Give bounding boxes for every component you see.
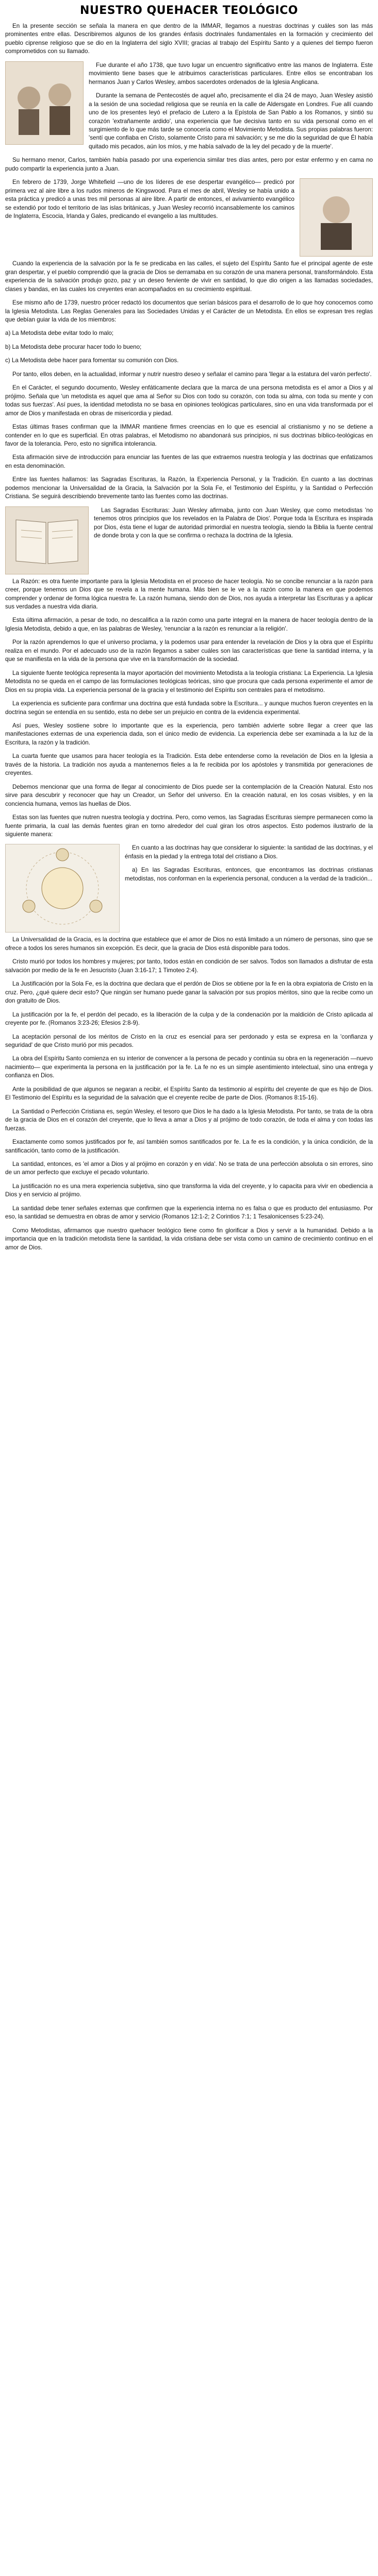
page-title: NUESTRO QUEHACER TEOLÓGICO bbox=[79, 4, 299, 17]
paragraph-razon: La Razón: es otra fuente importante para la Iglesia Metodista en el proceso de hacer teología. No se concibe renunciar a la razón para creer, porque tenemos un Dios que se revela a la mente humana. Más bien se le ve a la razón como la manera en que podemos comprender y ordenar de forma lógica nuestra fe. La razón humana, siendo don de Dios, nos ayuda a interpretar las Escrituras y a aplicar sus verdades a nuestra vida diaria. bbox=[5, 578, 373, 611]
paragraph-estatura: Por tanto, ellos deben, en la actualidad, informar y nutrir nuestro deseo y señalar el camino para 'llegar a la estatura del varón perfecto'. bbox=[12, 370, 372, 378]
paragraph-experiencia-salvacion: Cuando la experiencia de la salvación por la fe se predicaba en las calles, el sujeto del Espíritu Santo fue el principal agente de este gran despertar, y el pueblo comprendió que la gracia de Dios se derramaba en su corazón de una manera personal, transformándolo. Esta experiencia de la salvación produjo gozo, paz y un deseo ferviente de vivir en santidad, lo que dio origen a las llamadas sociedades, clases y bandas, en las cuales los creyentes eran acompañados en su crecimiento espiritual. bbox=[5, 260, 373, 293]
paragraph-santidad-amor: La santidad, entonces, es 'el amor a Dios y al prójimo en corazón y en vida'. No se trata de una perfección absoluta o sin errores, sino de un amor perfecto que excluye el pecado voluntario. bbox=[5, 1160, 373, 1176]
paragraph-experiencia: La siguiente fuente teológica representa la mayor aportación del movimiento Metodista a la teología cristiana: La Experiencia. La Iglesia Metodista no se queda en el campo de las formulaciones teológicas teóricas, sino que procura que cada persona experimente el amor de Dios en su propia vida. La experiencia personal de la gracia y el testimonio del Espíritu son centrales para el metodismo. bbox=[5, 669, 373, 693]
paragraph-transformacion: La justificación no es una mera experiencia subjetiva, sino que transforma la vida del creyente, y lo capacita para vivir en obediencia a Dios y en servicio al prójimo. bbox=[5, 1182, 373, 1198]
book-image bbox=[5, 506, 89, 574]
paragraph-razon-3: Por la razón aprendemos lo que el universo proclama, y la podemos usar para entender la revelación de Dios y la obra que el Espíritu realiza en el mundo. Por el adecuado uso de la razón llegamos a saber cuáles son las características que tiene la santidad interna, y la que se manifiesta en la vida de la persona que vive en la transformación de la sociedad. bbox=[5, 639, 373, 663]
paragraph-caracter: En el Carácter, el segundo documento, Wesley enfáticamente declara que la marca de una persona metodista es el amor a Dios y al prójimo. Señala que 'un metodista es aquel que ama al Señor su Dios con todo su corazón, con toda su alma, con toda su mente y con todas sus fuerzas'. Así pues, la identidad metodista no se basa en opiniones teológicas particulares, sino en una vida transformada por el amor de Dios y manifestada en obras de misericordia y piedad. bbox=[5, 384, 373, 417]
paragraph-conclusion: Como Metodistas, afirmamos que nuestro quehacer teológico tiene como fin glorificar a Dios y servir a la humanidad. Debido a la importancia que en la tradición metodista tiene la santidad, la vida cristiana debe ser vista como un camino de crecimiento continuo en el amor de Dios. bbox=[5, 1227, 373, 1251]
paragraph-1738: Fue durante el año 1738, que tuvo lugar un encuentro significativo entre las manos de Inglaterra. Este movimiento tiene bases que le atribuimos características particulares. Entre ellos se encontraban los hermanos Juan y Carlos Wesley, ambos sacerdotes ordenados de la Iglesia Anglicana. bbox=[89, 61, 373, 86]
paragraph-universalidad: La Universalidad de la Gracia, es la doctrina que establece que el amor de Dios no está limitado a un número de personas, sino que se ofrece a todos los seres humanos sin excepción. Es decir, que la gracia de Dios está disponible para todos. bbox=[5, 936, 373, 952]
paragraph-experiencia-2: La experiencia es suficiente para confirmar una doctrina que está fundada sobre la Escritura... y aunque muchos fueron creyentes en la doctrina según se entendía en su sentido, esta no debe ser un prejuicio en contra de la evidencia experimental. bbox=[5, 700, 373, 716]
paragraph-testimonio: Ante la posibilidad de que algunos se negaran a recibir, el Espíritu Santo da testimonio al espíritu del creyente de que es hijo de Dios. El Testimonio del Espíritu es la seguridad de la salvación que el creyente recibe de parte de Dios. (Romanos 8:15-16). bbox=[5, 1086, 373, 1101]
portrait-whitefield bbox=[300, 178, 373, 257]
paragraph-aceptacion: La aceptación personal de los méritos de Cristo en la cruz es esencial para ser perdonado y esta se expresa en la 'confianza y seguridad' de que Cristo murió por mis pecados. bbox=[5, 1033, 373, 1048]
book-icon bbox=[6, 507, 88, 574]
paragraph-doctrinas-a: a) En las Sagradas Escrituras, entonces, que encontramos las doctrinas cristianas metodistas, nos conforman en la experiencia personal, conducen a la verdad de la tradición... bbox=[125, 867, 373, 882]
paragraph-santidad: La Santidad o Perfección Cristiana es, según Wesley, el tesoro que Dios le ha dado a la Iglesia Metodista. Por tanto, se trata de la obra de la gracia de Dios en el corazón del creyente, que lo lleva a amar a Dios y al prójimo de todo corazón, de toda el alma y con todas las fuerzas. bbox=[5, 1108, 373, 1132]
intro-paragraph: En la presente sección se señala la manera en que dentro de la IMMAR, llegamos a nuestras doctrinas y cuáles son las más prominentes entre ellas. Describiremos algunos de los grandes énfasis doctrinales fundamentales en la formación y crecimiento del pueblo ciprense religioso que se dio en la Inglaterra del siglo XVIII; gracias al trabajo del Espíritu Santo y a quienes del tiempo fueron comprometidos con su llamado. bbox=[5, 23, 373, 55]
diagram-icon bbox=[6, 844, 119, 932]
paragraph-tolerancia: Estas últimas frases confirman que la IMMAR mantiene firmes creencias en lo que es esencial al cristianismo y no se detiene a contender en lo que es superficial. En otras palabras, el Metodismo no abandonará sus principios, ni sus doctrinas bíblico-teológicas en favor de la tolerancia. Pero, esto no significa intolerancia. bbox=[5, 423, 373, 447]
portrait-icon bbox=[6, 62, 83, 144]
paragraph-escrituras: Las Sagradas Escrituras: Juan Wesley afirmaba, junto con Juan Wesley, que como metodistas 'no tenemos otros principios que los revelados en la Palabra de Dios'. Porque toda la Escritura es inspirada por Dios, ésta tiene el lugar de autoridad primordial en nuestra teología, siendo la Biblia la fuente central de donde brota y con la que se confirma o rechaza la doctrina de la Iglesia. bbox=[94, 506, 373, 539]
paragraph-justificacion-2: La justificación por la fe, el perdón del pecado, es la liberación de la culpa y de la condenación por la maldición de Cristo aplicada al creyente por fe. (Romanos 3:23-26; Efesios 2:8-9). bbox=[5, 1011, 373, 1027]
rule-a: a) La Metodista debe evitar todo lo malo; bbox=[5, 330, 114, 337]
paragraph-whitefield: En febrero de 1739, Jorge Whitefield —uno de los líderes de ese despertar evangélico— predicó por primera vez al aire libre a los rudos mineros de Kingswood. Para el mes de abril, Wesley se había unido a esta práctica y predicó a unas tres mil personas al aire libre. A partir de entonces, el avivamiento evangélico se extendió por todo el territorio de las islas británicas, y Juan Wesley recorrió incansablemente los caminos de Inglaterra, Escocia, Irlanda y Gales, predicando el evangelio a las multitudes. bbox=[5, 179, 294, 220]
paragraph-razon-2: Esta última afirmación, a pesar de todo, no descalifica a la razón como una parte integral en la manera de hacer teología dentro de la Iglesia Metodista, debido a que, en las palabras de Wesley, 'renunciar a la razón es renunciar a la religión'. bbox=[5, 617, 373, 632]
paragraph-santificados: Exactamente como somos justificados por fe, así también somos santificados por fe. La fe es la condición, y la única condición, de la santificación, tanto como de la justificación. bbox=[5, 1139, 373, 1154]
paragraph-experiencia-3: Así pues, Wesley sostiene sobre lo importante que es la experiencia, pero también advierte sobre llegar a creer que las manifestaciones externas de una experiencia dada, son el único medio de evidencia. La experiencia debe ser examinada a la luz de la Escritura, la razón y la tradición. bbox=[5, 722, 373, 746]
rule-c: c) La Metodista debe hacer para fomentar su comunión con Dios. bbox=[5, 357, 179, 364]
paragraph-universalidad-2: Cristo murió por todos los hombres y mujeres; por tanto, todos están en condición de ser salvos. Todos son llamados a disfrutar de esta salvación por medio de la fe en Jesucristo (Juan 3:16-17; 1 Timoteo 2:4). bbox=[5, 958, 373, 974]
paragraph-espiritu: La obra del Espíritu Santo comienza en su interior de convencer a la persona de pecado y continúa su obra en la regeneración —nuevo nacimiento— que experimenta la persona en la justificación por la fe. La fe no es un simple asentimiento intelectual, sino una entrega y confianza en Dios. bbox=[5, 1055, 373, 1079]
portrait-icon bbox=[300, 179, 372, 256]
paragraph-tradicion: La cuarta fuente que usamos para hacer teología es la Tradición. Esta debe entenderse como la revelación de Dios en la Iglesia a través de la historia. La tradición nos ayuda a mantenernos fieles a la fe recibida por los apóstoles y transmitida por generaciones de creyentes. bbox=[5, 753, 373, 777]
paragraph-creacion: Debemos mencionar que una forma de llegar al conocimiento de Dios puede ser la contemplación de la Creación Natural. Esto nos sirve para descubrir y reconocer que hay un Creador, un Señor del universo. En la creación natural, en los cosas visibles, y en la conciencia humana, vemos las huellas de Dios. bbox=[5, 783, 373, 807]
paragraph-carlos: Su hermano menor, Carlos, también había pasado por una experiencia similar tres días antes, pero por estar enfermo y en cama no pudo compartir la experiencia junto a Juan. bbox=[5, 157, 373, 172]
paragraph-senales: La santidad debe tener señales externas que confirmen que la experiencia interna no es falsa o que es producto del entusiasmo. Por eso, la santidad se demuestra en obras de amor y servicio (Romanos 12:1-2; 2 Corintios 7:1; 1 Tesalonicenses 5:23-24). bbox=[5, 1205, 373, 1221]
paragraph-justificacion: La Justificación por la Sola Fe, es la doctrina que declara que el perdón de Dios se obtiene por la fe en la obra expiatoria de Cristo en la cruz. Pero, ¿qué quiere decir esto? Que ningún ser humano puede ganar la salvación por sus propios méritos, sino que la recibe como un don gratuito de Dios. bbox=[5, 980, 373, 1005]
rule-b: b) La Metodista debe procurar hacer todo lo bueno; bbox=[5, 343, 142, 350]
paragraph-afirmacion: Esta afirmación sirve de introducción para enunciar las fuentes de las que extraemos nuestra teología y las doctrinas que enfatizamos en esta denominación. bbox=[5, 454, 373, 469]
paragraph-aldersgate: Durante la semana de Pentecostés de aquel año, precisamente el día 24 de mayo, Juan Wesley asistió a la sesión de una sociedad religiosa que se reunía en la calle de Aldersgate en Londres. Fue allí cuando uno de los presentes leyó el prefacio de Lutero a la Epístola de San Pablo a los Romanos, y sintió su corazón 'extrañamente ardido', una experiencia que fue decisiva tanto en su vida personal como en el surgimiento de lo que más tarde se conocería como el Movimiento Metodista. Sus propias palabras fueron: 'sentí que confiaba en Cristo, solamente Cristo para mi salvación; y se me dio la seguridad de que Él había quitado mis pecados, aún los míos, y me había salvado de la ley del pecado y de la muerte'. bbox=[89, 92, 373, 150]
diagram-fuentes bbox=[5, 844, 120, 933]
paragraph-doctrinas-intro: En cuanto a las doctrinas hay que considerar lo siguiente: la santidad de las doctrinas, y el énfasis en la piedad y la entrega total del cristiano a Dios. bbox=[125, 844, 373, 860]
paragraph-fuentes-doctrinas: Entre las fuentes hallamos: las Sagradas Escrituras, la Razón, la Experiencia Personal, y la Tradición. En cuanto a las doctrinas podemos mencionar la Universalidad de la Gracia, la Salvación por la Sola Fe, el Testimonio del Espíritu, y la Santidad o Perfección Cristiana. Se seguirá describiendo brevemente tanto las fuentes como las doctrinas. bbox=[5, 476, 373, 500]
portrait-wesley-brothers bbox=[5, 61, 84, 145]
paragraph-reglas-generales: Ese mismo año de 1739, nuestro prócer redactó los documentos que serían básicos para el desarrollo de lo que hoy conocemos como la Iglesia Metodista. Las Reglas Generales para las Sociedades Unidas y el Carácter de un Metodista. En ellos se expresan tres reglas que debían guiar la vida de los miembros: bbox=[5, 299, 373, 323]
paragraph-fuentes-resumen: Estas son las fuentes que nutren nuestra teología y doctrina. Pero, como vemos, las Sagradas Escrituras siempre permanecen como la fuente primaria, la cual las demás fuentes giran en torno alrededor del cual giran los otros aspectos. Esto podemos ilustrarlo de la siguiente manera: bbox=[5, 814, 373, 838]
